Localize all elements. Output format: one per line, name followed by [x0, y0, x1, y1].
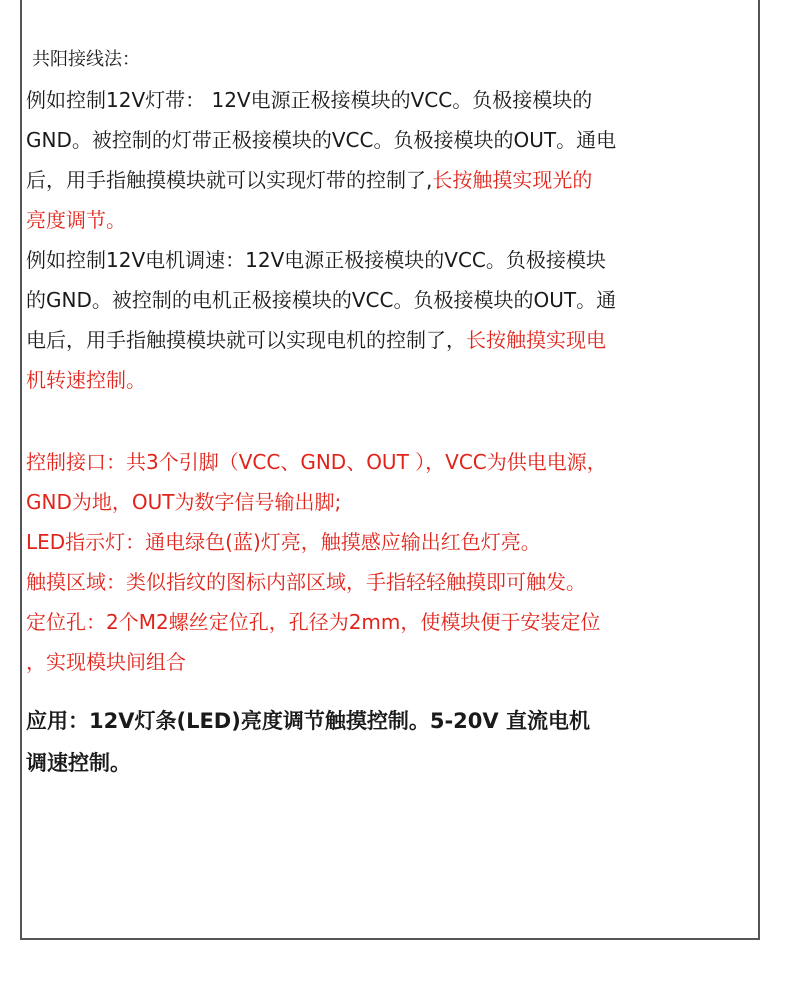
application-block: [26, 700, 718, 784]
spacer: [26, 682, 718, 700]
spec-line-interface-cont: GND为地，OUT为数字信号输出脚;: [26, 490, 342, 514]
description-content: [26, 40, 718, 784]
spec-line-touch-area: 触摸区域：类似指纹的图标内部区域，手指轻轻触摸即可触发。: [26, 570, 586, 594]
paragraph-line: 例如控制12V电机调速：12V电源正极接模块的VCC。负极接模块: [26, 248, 606, 272]
spec-line-mount-hole-cont: ，实现模块间组合: [26, 650, 186, 674]
motor-paragraph: [26, 240, 718, 400]
spec-list: [26, 442, 718, 682]
paragraph-line: 的GND。被控制的电机正极接模块的VCC。负极接模块的OUT。通: [26, 288, 617, 312]
paragraph-line: 后，用手指触摸模块就可以实现灯带的控制了,长按触摸实现光的: [26, 168, 593, 192]
application-line-cont: 调速控制。: [26, 751, 131, 775]
paragraph-line: GND。被控制的灯带正极接模块的VCC。负极接模块的OUT。通电: [26, 128, 617, 152]
paragraph-line: 例如控制12V灯带： 12V电源正极接模块的VCC。负极接模块的: [26, 88, 593, 112]
paragraph-line: [26, 360, 718, 400]
highlight-text: 机转速控制。: [26, 368, 146, 392]
highlight-text: 长按触摸实现光的: [432, 168, 593, 192]
application-line: 应用：12V灯条(LED)亮度调节触摸控制。5-20V 直流电机: [26, 709, 590, 733]
paragraph-line: 电后，用手指触摸模块就可以实现电机的控制了，长按触摸实现电: [26, 328, 606, 352]
wiring-title: 共阳接线法：: [32, 49, 140, 70]
highlight-text: 长按触摸实现电: [466, 328, 606, 352]
paragraph-line: [26, 200, 718, 240]
spec-line-led: LED指示灯：通电绿色(蓝)灯亮，触摸感应输出红色灯亮。: [26, 530, 541, 554]
spec-line-mount-hole: 定位孔：2个M2螺丝定位孔，孔径为2mm，使模块便于安装定位: [26, 610, 601, 634]
spacer: [26, 400, 718, 442]
led-strip-paragraph: [26, 80, 718, 240]
spec-line-interface: 控制接口：共3个引脚（VCC、GND、OUT ），VCC为供电电源，: [26, 450, 607, 474]
highlight-text: 亮度调节。: [26, 208, 126, 232]
